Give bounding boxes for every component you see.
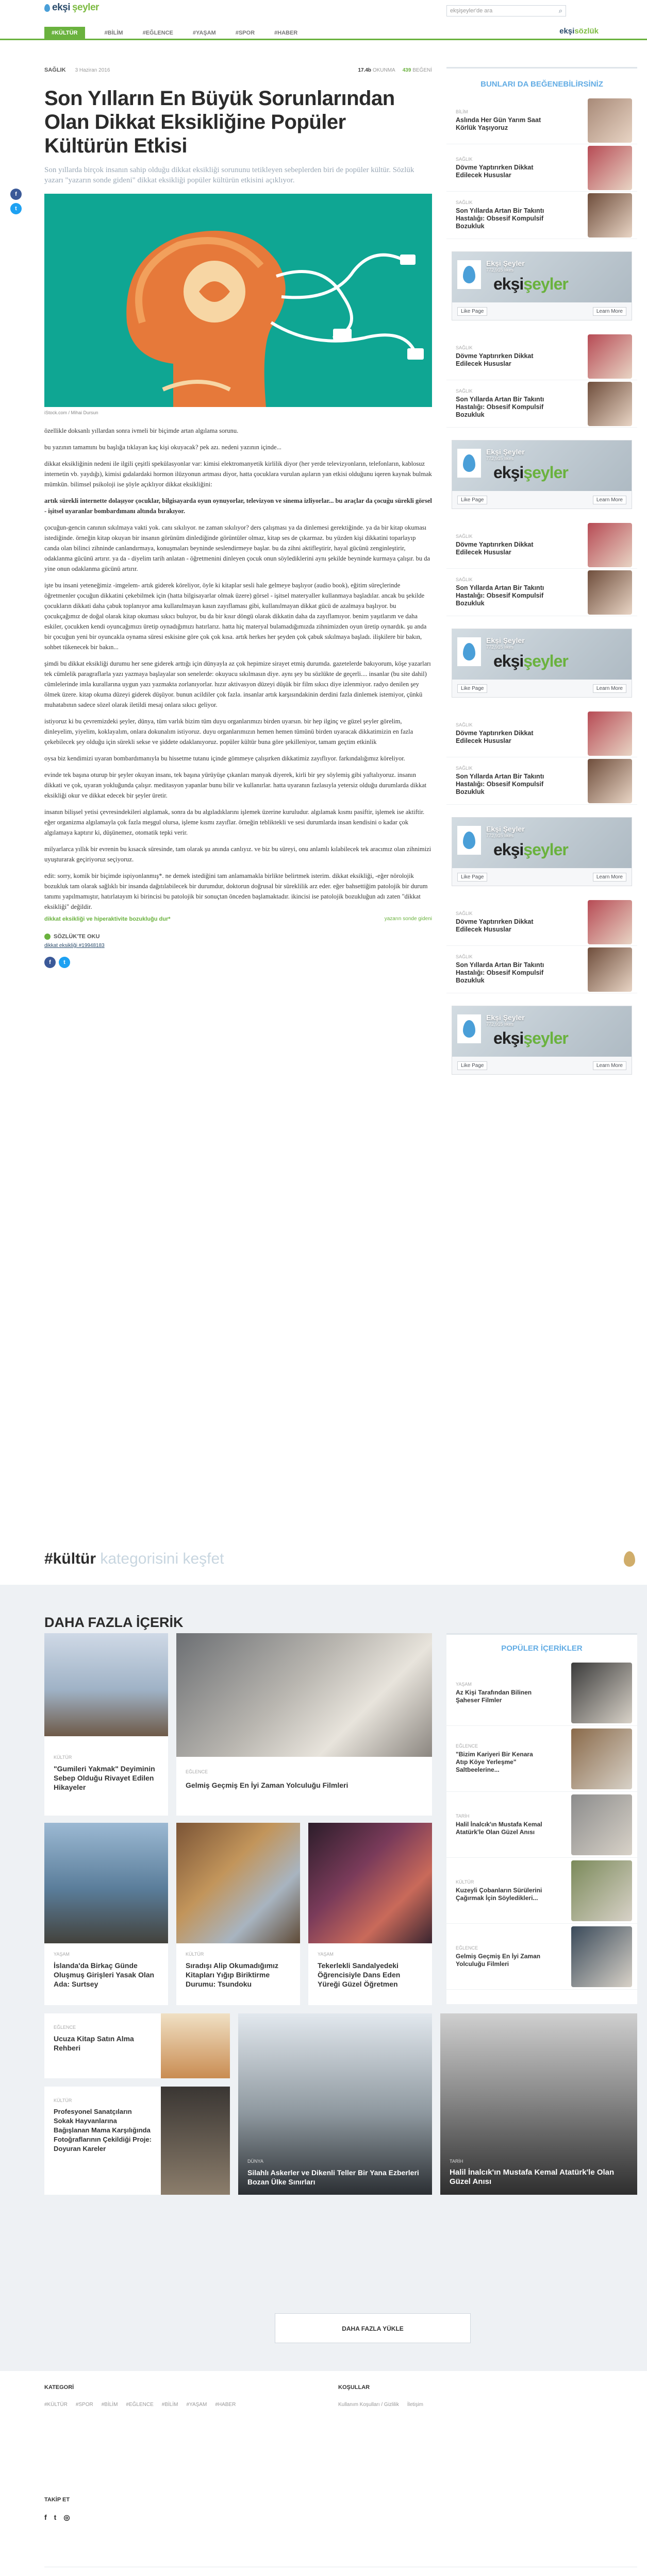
fb-cover-logo [493,652,568,671]
suggestion-thumbnail [588,334,632,379]
footer-social [44,2513,70,2522]
fb-buttons [452,1057,632,1074]
fb-cover-logo-2: şeyler [523,840,568,859]
drop-icon [44,4,50,12]
suggestion-card[interactable] [446,757,637,805]
nav-eglence[interactable]: #EĞLENCE [142,30,173,36]
fb-page-name[interactable] [486,825,525,838]
tile-category: DÜNYA [247,2159,263,2164]
suggestion-title: Dövme Yaptırırken Dikkat Edilecek Hususlar [456,352,534,367]
suggestion-text [456,109,549,132]
read-on-link[interactable]: dikkat eksikliği #19948183 [44,943,105,948]
fb-avatar [457,637,481,666]
tile-category: KÜLTÜR [186,1952,204,1957]
footer-link[interactable]: İletişim [407,2402,423,2408]
logo-text-2: şeyler [72,2,99,13]
fb-page-name-text: Ekşi Şeyler [486,1013,525,1022]
drop-icon [463,832,475,849]
suggestion-thumbnail [588,382,632,426]
content-tile[interactable] [44,1823,168,2005]
tile-category: KÜLTÜR [54,2098,72,2103]
drop-icon [624,1551,635,1567]
drop-icon [463,1020,475,1038]
nav-haber[interactable]: #HABER [274,30,298,36]
footer-category-link[interactable]: #HABER [215,2402,236,2408]
fb-learn-more-button[interactable]: Learn More [593,1061,626,1070]
read-on-label: SÖZLÜK'TE OKU [54,934,100,940]
views-count: 17.4b [358,67,372,73]
suggestion-category: SAĞLIK [456,533,473,539]
suggestion-card[interactable] [446,97,637,144]
popular-thumbnail [571,1860,632,1921]
popular-category: EĞLENCE [456,1743,478,1749]
article-date: 3 Haziran 2016 [75,67,110,73]
popular-title: Kuzeyli Çobanların Sürülerini Çağırmak İçin Söyledikleri... [456,1886,542,1902]
sidebar [446,67,637,1087]
popular-item[interactable] [446,1924,637,1990]
fb-learn-more-button[interactable]: Learn More [593,496,626,504]
suggestion-category: SAĞLIK [456,156,473,162]
tile-title: Gelmiş Geçmiş En İyi Zaman Yolculuğu Filmleri [186,1781,349,1789]
popular-text [456,1743,543,1774]
suggestion-category: BİLİM [456,109,468,114]
fb-cover-logo [493,463,568,482]
tile-image [44,1823,168,1943]
popular-text [456,1879,543,1902]
tile-title: Sıradışı Alip Okumadığımız Kitapları Yığıp Biriktirme Durumu: Tsundoku [186,1961,278,1988]
footer-category-title: KATEGORİ [44,2384,74,2391]
article-title: Son Yılların En Büyük Sorunlarından Olan Dikkat Eksikliğine Popüler Kültürün Etkisi [44,87,395,157]
drop-icon [463,266,475,283]
suggestion-thumbnail [588,759,632,803]
fb-page-name[interactable] [486,448,525,461]
fb-buttons [452,680,632,697]
eksi-sozluk-link[interactable] [559,27,599,36]
suggestion-title: Son Yıllarda Artan Bir Takıntı Hastalığı: Obsesif Kompulsif Bozukluk [456,584,544,607]
suggestion-category: SAĞLIK [456,577,473,582]
footer-category-link[interactable]: #BİLİM [101,2402,118,2408]
brand-right: sözlük [574,27,599,36]
suggestion-thumbnail [588,98,632,143]
content-tile[interactable] [440,2013,637,2195]
tile-category: EĞLENCE [54,2025,76,2030]
article-hero-image [44,194,432,407]
tile-image [308,1823,432,1943]
fb-cover-logo-1: ekşi [493,652,524,670]
suggestion-title: Son Yıllarda Artan Bir Takıntı Hastalığı: Obsesif Kompulsif Bozukluk [456,396,544,418]
search-icon[interactable]: ⌕ [558,7,562,14]
tile-title: "Gumileri Yakmak" Deyiminin Sebep Olduğu Rivayet Edilen Hikayeler [54,1765,155,1791]
sidebar-title: BUNLARI DA BEĞENEBİLİRSİNİZ [446,67,637,97]
suggestion-text [456,534,549,556]
suggestion-title: Dövme Yaptırırken Dikkat Edilecek Hususlar [456,540,534,556]
suggestion-thumbnail [588,193,632,238]
fb-avatar [457,1014,481,1043]
fb-page-name-text: Ekşi Şeyler [486,448,525,456]
fb-like-button[interactable]: Like Page [457,684,487,693]
suggestion-card[interactable] [446,144,637,192]
footer-category-link[interactable]: #KÜLTÜR [44,2402,68,2408]
popular-thumbnail [571,1728,632,1789]
fb-like-button[interactable]: Like Page [457,307,487,316]
hero-illustration [44,194,432,407]
footer-category-link[interactable]: #SPOR [75,2402,93,2408]
fb-cover-logo-2: şeyler [523,275,568,293]
tile-category: EĞLENCE [186,1769,208,1774]
article-body [44,426,432,912]
tile-image [161,2013,230,2078]
fb-likes: 772,915 likes [486,833,514,838]
article-paragraph: artık sürekli internette dolaşıyor çocuklar, bilgisayarda oyun oynuyorlar, televizyon ve sinema izliyorlar... bu araçlar da çocuğu sürekli görsel - işitsel uyaranlar bombardımanı altında bırakıyor. [44,497,432,515]
search-placeholder: ekşişeyler'de ara [450,8,493,14]
nav-kultur[interactable]: #KÜLTÜR [44,27,85,39]
footer-category-links [44,2402,236,2408]
popular-title: POPÜLER İÇERİKLER [446,1633,637,1660]
suggestion-text [456,722,549,745]
suggestion-thumbnail [588,523,632,567]
image-credit: iStock.com / Mihai Dursun [44,410,98,415]
views-label: OKUNMA [372,67,395,73]
fb-page-name-text: Ekşi Şeyler [486,825,525,833]
suggestion-title: Dövme Yaptırırken Dikkat Edilecek Hususlar [456,918,534,933]
content-tile[interactable] [44,2013,230,2078]
footer-links-title: KOŞULLAR [338,2384,370,2391]
fb-buttons [452,302,632,320]
suggestion-title: Son Yıllarda Artan Bir Takıntı Hastalığı: Obsesif Kompulsif Bozukluk [456,773,544,795]
search-input[interactable] [446,5,566,16]
popular-category: EĞLENCE [456,1945,478,1951]
tile-image [161,2087,230,2195]
fb-page-name[interactable] [486,1013,525,1027]
article-paragraph: insanın bilişsel yetisi çevresindekileri algılamak, sonra da bu algıladıklarını işlemek üzerine kuruludur. algılamak kısmı pasiftir, işlemek ise aktiftir. eğer organizma algılamayla çok fazla meşgul olursa, işleme kısmı zayıflar. örneğin tebliktekli ve sesi durumlarda insan kendisini o kadar çok algılamaya kaptırır ki, düşünemez, otomatik tepki verir. [44,808,425,836]
nav-spor[interactable]: #SPOR [235,30,255,36]
suggestion-text [456,200,549,230]
article-meta [44,67,432,73]
fb-page-name-text: Ekşi Şeyler [486,636,525,645]
suggestion-text [456,388,549,419]
more-content-title: DAHA FAZLA İÇERİK [44,1615,184,1630]
suggestion-title: Son Yıllarda Artan Bir Takıntı Hastalığı: Obsesif Kompulsif Bozukluk [456,207,544,230]
tile-title: Ucuza Kitap Satın Alma Rehberi [54,2035,134,2052]
suggestion-thumbnail [588,146,632,190]
suggestion-category: SAĞLIK [456,388,473,394]
tile-category: YAŞAM [318,1952,334,1957]
article-paragraph: özellikle doksanlı yıllardan sonra ivmeli bir biçimde artan algılama sorunu. [44,427,239,434]
twitter-icon[interactable]: t [54,2513,57,2521]
instagram-icon[interactable]: ◎ [63,2513,70,2521]
fb-likes: 772,915 likes [486,267,514,273]
fb-avatar [457,449,481,478]
content-tile[interactable] [238,2013,432,2195]
tile-image [176,1633,432,1757]
drop-icon [463,454,475,472]
suggestion-thumbnail [588,711,632,756]
tile-image [44,1633,168,1736]
tile-title: İslanda'da Birkaç Günde Oluşmuş Girişleri Yasak Olan Ada: Surtsey [54,1961,155,1988]
popular-text [456,1682,543,1704]
suggestion-title: Aslında Her Gün Yarım Saat Körlük Yaşıyoruz [456,116,541,131]
twitter-share-icon[interactable]: t [10,203,22,214]
suggestion-category: SAĞLIK [456,345,473,350]
nav-bilim[interactable]: #BİLİM [104,30,123,36]
footer-link[interactable]: Kullanım Koşulları / Gizlilik [338,2402,399,2408]
article-paragraph: oysa biz kendimizi uyaran bombardımanıyla bu hissetme tutanu içinde gömmeye çalışırken dikkatimiz zayıflıyor. farkındalığımız köreliyor. [44,755,405,762]
article-summary: Son yıllarda birçok insanın sahip olduğu dikkat eksikliği sorununu tetikleyen sebeplerden biri de popüler kültür. Sözlük yazarı "yazarın sonde gideni" dikkat eksikliği popüler kültürün etkisini açıklıyor. [44,166,414,184]
popular-title: Gelmiş Geçmiş En İyi Zaman Yolculuğu Filmleri [456,1952,541,1968]
content-tile[interactable] [176,1633,432,1816]
views-stat [358,67,395,73]
footer-category-link[interactable]: #YAŞAM [186,2402,207,2408]
footer-follow-title: TAKİP ET [44,2497,70,2503]
facebook-page-widget[interactable] [452,817,632,886]
suggestion-card[interactable] [446,899,637,946]
content-tile[interactable] [44,1633,168,1816]
nav-yasam[interactable]: #YAŞAM [192,30,216,36]
suggestion-card[interactable] [446,569,637,616]
suggestion-text [456,157,549,179]
tile-image [176,1823,300,1943]
suggestion-thumbnail [588,900,632,944]
suggestion-category: SAĞLIK [456,954,473,959]
bottom-share-bar [44,957,432,968]
popular-thumbnail [571,1926,632,1987]
read-on-sozluk [44,934,432,940]
article-paragraph: istiyoruz ki bu çevremizdeki şeyler, dünya, tüm varlık bizim tüm duyu organlarımızı birden uyarsın. bir hep ilginç ve güzel şeyler görelim, dinleyelim, yiyelim, koklayalım, onlara dokunalım istiyoruz. duyu organlarımızın hemen hemen tümünü birden uyaracak dikkatimizin en fazla çekebilecek şey olduğu için sürekli sekse ve şiddete odaklanıyoruz. popüler kültür buna göre şekilleniyor, tamam geçtim etkinlik [44,718,413,745]
tile-category: YAŞAM [54,1952,70,1957]
fb-cover-logo [493,275,568,294]
article-paragraph: çocuğun-gencin canının sıkılmaya vakti yok. canı sıkılıyor. ne zaman sıkılıyor? ders çalışması ya da dinlemesi gerektiğinde. ya da bir kitap okuması istediğinde. örneğin kitap okuyan bir insanın görünüm dinlediğinde görüntüler olmaz, kitap ses de çıkarmaz. bu yüzden kişi dikkatini toparlayıp canda olan bilinci zihninde canlandırmaya, konuşmaları beyninde seslendirmeye başlar. bu da zihni aktifleştirir, hayal gücünü zenginleştirir, odaklanma gücünü artırır. ya da - diyelim tarih anlatan - öğretmenini dinleyen çocuk onun söylediklerini aynı şekilde beyninde kurmaya çalışır. bu da yine onun odaklanma gücünü artırır. [44,524,430,572]
left-share-bar [10,189,22,214]
footer-category-link[interactable]: #BİLİM [161,2402,178,2408]
popular-text [456,1945,543,1968]
category-banner[interactable] [44,1538,637,1576]
content-tile[interactable] [308,1823,432,2005]
facebook-share-icon[interactable]: f [44,957,56,968]
fb-avatar [457,260,481,289]
popular-item[interactable] [446,1660,637,1726]
suggestion-text [456,911,549,934]
facebook-page-widget[interactable] [452,629,632,698]
suggestion-card[interactable] [446,333,637,380]
footer-links [338,2402,423,2408]
drop-icon [44,934,51,940]
fb-page-name[interactable] [486,259,525,273]
fb-page-name[interactable] [486,636,525,650]
popular-thumbnail [571,1663,632,1723]
fb-cover-logo-1: ekşi [493,463,524,482]
fb-likes: 772,915 likes [486,645,514,650]
fb-cover-logo-1: ekşi [493,275,524,293]
category-banner-tag: #kültür [44,1550,96,1567]
likes-label: BEĞENİ [412,67,432,73]
fb-page-name-text: Ekşi Şeyler [486,259,525,267]
popular-category: KÜLTÜR [456,1879,474,1885]
footer-category-link[interactable]: #EĞLENCE [126,2402,154,2408]
facebook-page-widget[interactable] [452,1006,632,1075]
suggestion-card[interactable] [446,380,637,428]
article-paragraph: işte bu insani yeteneğimiz -imgelem- artık giderek köreliyor, öyle ki kitaplar sesli hale gelmeye başlıyor (audio book), eğitim süreçlerinde öğretmenler çocuğun dikkatini çekebilmek için (hatta bilgisayarlar olmak üzere) görsel - işitsel materyaller kullanmaya başladılar. ancak bu şekilde çocukların dikkati daha çabuk toplanıyor ama kullanılmayan kasın zayıflaması gibi, kullanılmayan dikkat gücü de azalmaya başlıyor. bu çocukçağımız de doğal olarak kitap okuması sıkıcı buluyor, bu da bir kısır döngü olarak dikkatin daha da zayıflamıyor. benim yaşıtlarım ve daha eskiler, çocukken kendi oyuncağımızı üretip oynadığımızı hatırlarız. hatta hiç materyal bulamadığımızda zihnimizden oyun üretip oynardık. şu anda bir çocuğun yeni bir oyuncakla oynama süresi eskisine göre çok çok kısa. artık herkes her şeyden çok çabuk sıkılmaya başladı. ilişkilere bir bakın, sohbet tükenecek bir bakın... [44,582,427,651]
suggestion-category: SAĞLIK [456,766,473,771]
twitter-share-icon[interactable]: t [59,957,70,968]
suggestion-card[interactable] [446,192,637,239]
suggestion-category: SAĞLIK [456,200,473,205]
brand-left: ekşi [559,27,575,36]
content-tile[interactable] [44,2087,230,2195]
top-bar [0,0,647,14]
popular-item[interactable] [446,1858,637,1924]
tile-title: Halil İnalcık'ın Mustafa Kemal Atatürk'le Olan Güzel Anısı [450,2168,615,2186]
facebook-page-widget[interactable] [452,251,632,320]
suggestion-title: Son Yıllarda Artan Bir Takıntı Hastalığı: Obsesif Kompulsif Bozukluk [456,961,544,984]
facebook-page-widget[interactable] [452,440,632,509]
drop-icon [463,643,475,660]
popular-title: "Bizim Kariyeri Bir Kenara Atıp Köye Yerleşme" Saltbeelerine... [456,1751,533,1773]
fb-learn-more-button[interactable]: Learn More [593,684,626,693]
fb-avatar [457,826,481,855]
fb-like-button[interactable]: Like Page [457,496,487,504]
article-paragraph: evinde tek başına oturup bir şeyler okuyan insanı, tek başına yürüyüşe çıkanları manyak diyerek, kirli bir şey söylemiş gibi yaftalıyoruz. insanın dikkati ve çok, uyaran yokluğunda çalışır. meditasyon yapanlar bunu bilir ve kullanırlar. hatta uyaranın fazlasıyla yetersiz olduğu durumlarda dikkat eksikliği okur ve dikkat edecek bir şeyler üretir. [44,771,427,799]
category-banner-text [44,1550,224,1568]
fb-learn-more-button[interactable]: Learn More [593,873,626,882]
suggestion-thumbnail [588,947,632,992]
suggestion-text [456,345,549,368]
article-paragraph: edit: sorry, komik bir biçimde ispiyonlanmış*. ne demek istediğini tam anlamamakla birlikte belirtmek isterim. dikkat eksikliği, -eğer nörolojik bozukluk tam olarak sağlıklı bir insanda dağıtılabilecek bir durumdur, doktorun doğrusal bir süreklilik arz eder. eğer bahsettiğim patolojik bir durum tanımı yapılmamıştır, hatırlatayım ki birincisi bu patolojik bir sonuçtan önceden başlamaktadır. ikincisi ise patolojik bozukluğun adı zaten "dikkat eksikliği" değildir. [44,872,428,910]
fb-cover-logo [493,840,568,859]
tile-category: TARİH [450,2159,463,2164]
category-nav [0,23,647,40]
popular-item[interactable] [446,1726,637,1792]
article-paragraph: milyarlarca yıllık bir evrenin bu kısacık süresinde, tam olarak şu anında canlıyız. ve biz bu süreyi, onu anlamlı kılabilecek tek aracımız olan zihnimizi uyuşturarak geçiriyoruz seçiyoruz. [44,845,432,863]
tile-category: KÜLTÜR [54,1755,72,1760]
facebook-icon[interactable]: f [44,2513,47,2521]
likes-count: 439 [402,67,411,73]
fb-cover-logo-2: şeyler [523,1029,568,1047]
popular-content [446,1633,637,2004]
fb-likes: 772,915 likes [486,1022,514,1027]
site-logo[interactable] [44,2,99,13]
suggestion-category: SAĞLIK [456,910,473,916]
load-more-button[interactable]: DAHA FAZLA YÜKLE [275,2313,471,2343]
suggestion-category: SAĞLIK [456,722,473,727]
fb-cover-logo-1: ekşi [493,1029,524,1047]
popular-title: Halil İnalcık'ın Mustafa Kemal Atatürk'le Olan Güzel Anısı [456,1820,542,1836]
source-row [44,916,432,922]
fb-buttons [452,491,632,509]
facebook-share-icon[interactable]: f [10,189,22,200]
suggestion-card[interactable] [446,521,637,569]
fb-cover-logo-1: ekşi [493,840,524,859]
category-banner-rest: kategorisini keşfet [96,1550,224,1567]
fb-like-button[interactable]: Like Page [457,873,487,882]
suggestion-text [456,766,549,796]
suggestion-title: Dövme Yaptırırken Dikkat Edilecek Hususlar [456,729,534,744]
tile-title: Silahlı Askerler ve Dikenli Teller Bir Yana Ezberleri Bozan Ülke Sınırları [247,2168,419,2186]
suggestion-thumbnail [588,570,632,615]
likes-stat [403,67,432,73]
fb-cover-logo-2: şeyler [523,652,568,670]
article-paragraph: şimdi bu dikkat eksikliği durumu her sene giderek arttığı için dünyayla az çok hepimize sirayet etmiş durumda. gazetelerde bakıyorum, köşe yazarları tek cümlelik paragraflarla yazı yazmaya başlayalar son senelerde: okuyucu sıkılmasın diye. aynı şey bu sözlükte de geçerli.... insanlar (bu site dahil) cümlelerinde imla kurallarına uygun yazı yazmakta zorlanıyorlar. hızır aktivasyon düzeyi düşük bir film sıkıcı diye izlenmiyor. radyo denilen şey ölmek üzere. kitap okuma düzeyi giderek düşüyor. bunun acildiler çok fazla. insanlar artık karşısındakinin derdini fazla dinlemek istemiyor, çünkü muhatabının sadece sözel olarak iletildi mesaj onlara sıkıcı geliyor. [44,660,431,708]
content-tile[interactable] [176,1823,300,2005]
footer [0,2371,647,2576]
suggestion-card[interactable] [446,946,637,993]
fb-learn-more-button[interactable]: Learn More [593,307,626,316]
fb-like-button[interactable]: Like Page [457,1061,487,1070]
fb-likes: 772,915 likes [486,456,514,461]
tile-title: Tekerlekli Sandalyedeki Öğrencisiyle Dans Eden Yüreği Güzel Öğretmen [318,1961,401,1988]
popular-thumbnail [571,1794,632,1855]
popular-title: Az Kişi Tarafından Bilinen Şaheser Filmler [456,1688,532,1704]
source-author-link[interactable]: yazarın sonde gideni [384,916,432,922]
suggestion-text [456,577,549,607]
suggestion-text [456,954,549,985]
article-paragraph: bu yazının tamamını bu başlığa tıklayan kaç kişi okuyacak? pek azı. nedeni yazının içinde... [44,444,281,451]
fb-buttons [452,868,632,886]
fb-cover-logo-2: şeyler [523,463,568,482]
logo-text: ekşi [52,2,70,13]
more-content-section [0,1585,647,2371]
suggestion-card[interactable] [446,710,637,757]
article-last-line[interactable]: dikkat eksikliği ve hiperaktivite bozukluğu dur* [44,916,171,922]
popular-category: YAŞAM [456,1681,472,1687]
article-paragraph: dikkat eksikliğinin nedeni ile ilgili çeşitli spekülasyonlar var: kimisi elektromanyetik kirlilik diyor (her yerde televizyonların, telefonların, kablosuz internetin vb. yaydığı), kimisi gıdalardaki hormon ilüzyonun artması diyor, hatta çocuklara vurulan aşıların yan etkisi olduğunu iqeren kaynak bulmak mümkün. bilimsel psikoloji ise şöyle açıklıyor dikkat eksikliğini: [44,460,432,488]
popular-item[interactable] [446,1792,637,1858]
popular-category: TARİH [456,1813,470,1819]
article [44,67,432,968]
tile-title: Profesyonel Sanatçıların Sokak Hayvanlarına Bağışlanan Mama Karşılığında Fotoğraflarının Çekildiği Proje: Doyuran Kareler [54,2108,152,2153]
suggestion-title: Dövme Yaptırırken Dikkat Edilecek Hususlar [456,163,534,179]
fb-cover-logo [493,1029,568,1048]
popular-text [456,1814,543,1836]
article-category[interactable]: SAĞLIK [44,67,66,73]
